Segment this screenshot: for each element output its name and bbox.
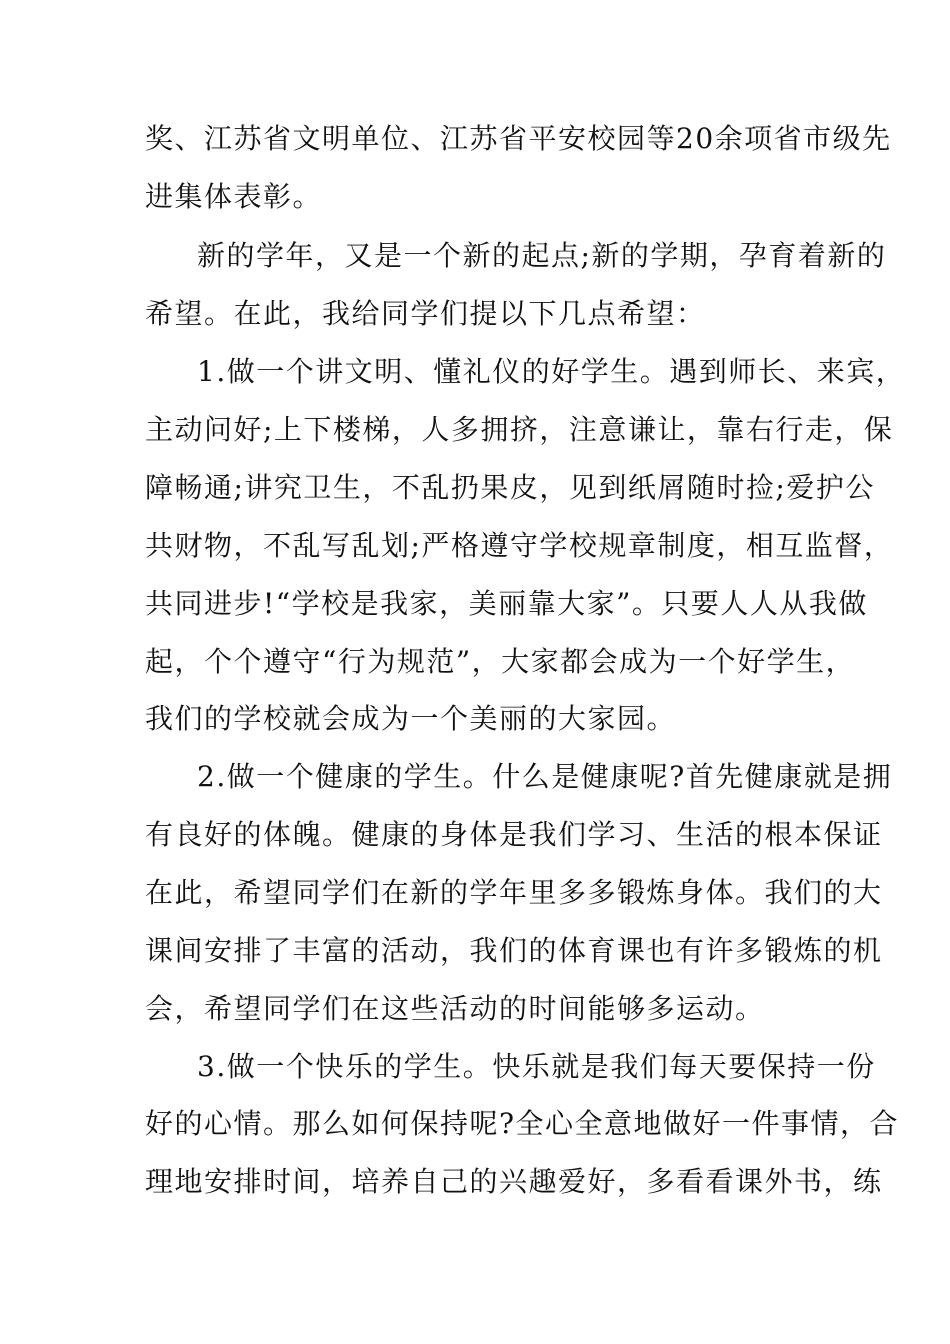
text-line: 主动问好;上下楼梯，人多拥挤，注意谦让，靠右行走，保 <box>145 413 894 446</box>
text-line: 有良好的体魄。健康的身体是我们学习、生活的根本保证 <box>145 818 883 851</box>
text-line: 奖、江苏省文明单位、江苏省平安校园等20余项省市级先 <box>145 122 892 155</box>
text-line: 课间安排了丰富的活动，我们的体育课也有许多锻炼的机 <box>145 934 883 967</box>
text-line: 我们的学校就会成为一个美丽的大家园。 <box>145 702 677 735</box>
text-line: 会，希望同学们在这些活动的时间能够多运动。 <box>145 992 765 1025</box>
list-item-1-start: 1.做一个讲文明、懂礼仪的好学生。遇到师长、来宾， <box>197 355 906 388</box>
text-line: 共同进步!“学校是我家，美丽靠大家”。只要人人从我做 <box>145 587 868 620</box>
text-line: 共财物，不乱写乱划;严格遵守学校规章制度，相互监督， <box>145 529 894 562</box>
list-item-3-start: 3.做一个快乐的学生。快乐就是我们每天要保持一份 <box>197 1050 876 1083</box>
list-item-2-start: 2.做一个健康的学生。什么是健康呢?首先健康就是拥 <box>197 760 893 793</box>
text-line: 理地安排时间，培养自己的兴趣爱好，多看看课外书，练 <box>145 1165 883 1198</box>
text-line: 起，个个遵守“行为规范”，大家都会成为一个好学生， <box>145 645 856 678</box>
text-line: 在此，希望同学们在新的学年里多多锻炼身体。我们的大 <box>145 876 883 909</box>
text-line: 好的心情。那么如何保持呢?全心全意地做好一件事情，合 <box>145 1107 900 1140</box>
text-line: 障畅通;讲究卫生，不乱扔果皮，见到纸屑随时捡;爱护公 <box>145 471 875 504</box>
text-line: 进集体表彰。 <box>145 180 323 213</box>
text-line: 希望。在此，我给同学们提以下几点希望： <box>145 297 706 330</box>
paragraph-start-line: 新的学年，又是一个新的起点;新的学期，孕育着新的 <box>197 239 887 272</box>
